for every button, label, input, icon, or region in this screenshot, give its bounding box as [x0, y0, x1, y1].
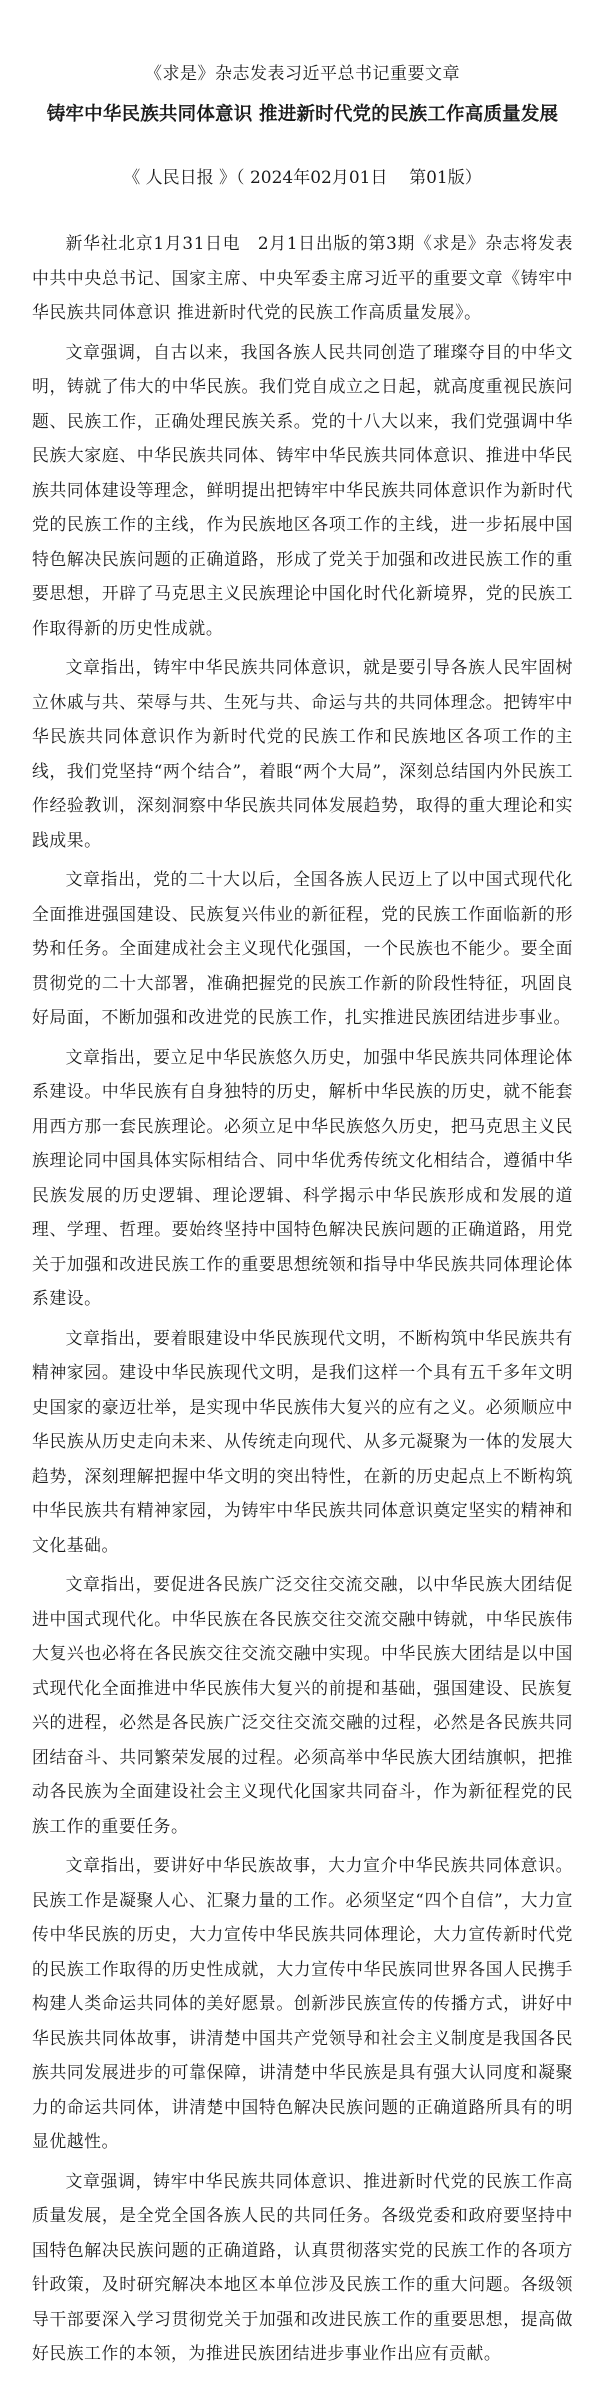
- article-paragraph: 文章指出，党的二十大以后，全国各族人民迈上了以中国式现代化全面推进强国建设、民族复兴伟业的新征程，党的民族工作面临新的形势和任务。全面建成社会主义现代化强国，一个民族也不能少。要全面贯彻党的二十大部署，准确把握党的民族工作新的阶段性特征，巩固良好局面，不断加强和改进党的民族工作，扎实推进民族团结进步事业。: [32, 869, 573, 1027]
- article-paragraph: 文章强调，自古以来，我国各族人民共同创造了璀璨夺目的中华文明，铸就了伟大的中华民族。我们党自成立之日起，就高度重视民族问题、民族工作，正确处理民族关系。党的十八大以来，我们党强调中华民族大家庭、中华民族共同体、铸牢中华民族共同体意识、推进中华民族共同体建设等理念，鲜明提出把铸牢中华民族共同体意识作为新时代党的民族工作的主线，作为民族地区各项工作的主线，进一步拓展中国特色解决民族问题的正确道路，形成了党关于加强和改进民族工作的重要思想，开辟了马克思主义民族理论中国化时代化新境界，党的民族工作取得新的历史性成就。: [32, 341, 573, 638]
- article-paragraph: 文章指出，要着眼建设中华民族现代文明，不断构筑中华民族共有精神家园。建设中华民族现代文明，是我们这样一个具有五千多年文明史国家的豪迈壮举，是实现中华民族伟大复兴的应有之义。必须顺应中华民族从历史走向未来、从传统走向现代、从多元凝聚为一体的发展大趋势，深刻理解把握中华文明的突出特性，在新的历史起点上不断构筑中华民族共有精神家园，为铸牢中华民族共同体意识奠定坚实的精神和文化基础。: [32, 1327, 573, 1555]
- article-paragraph: 文章强调，铸牢中华民族共同体意识、推进新时代党的民族工作高质量发展，是全党全国各族人民的共同任务。各级党委和政府要坚持中国特色解决民族问题的正确道路，认真贯彻落实党的民族工作的各项方针政策，及时研究解决本地区本单位涉及民族工作的重大问题。各级领导干部要深入学习贯彻党关于加强和改进民族工作的重要思想，提高做好民族工作的本领，为推进民族团结进步事业作出应有贡献。: [32, 2170, 573, 2363]
- article-subtitle: 《求是》杂志发表习近平总书记重要文章: [145, 64, 460, 84]
- article-paragraph: 文章指出，要讲好中华民族故事，大力宣介中华民族共同体意识。民族工作是凝聚人心、汇聚力量的工作。必须坚定“四个自信”，大力宣传中华民族的历史，大力宣传中华民族共同体理论，大力宣传新时代党的民族工作取得的历史性成就，大力宣传中华民族同世界各国人民携手构建人类命运共同体的美好愿景。创新涉民族宣传的传播方式，讲好中华民族共同体故事，讲清楚中国共产党领导和社会主义制度是我国各民族共同发展进步的可靠保障，讲清楚中华民族是具有强大认同度和凝聚力的命运共同体，讲清楚中国特色解决民族问题的正确道路所具有的明显优越性。: [32, 1855, 573, 2151]
- article-paragraph: 文章指出，铸牢中华民族共同体意识，就是要引导各族人民牢固树立休戚与共、荣辱与共、生死与共、命运与共的共同体理念。把铸牢中华民族共同体意识作为新时代党的民族工作和民族地区各项工作的主线，我们党坚持“两个结合”，着眼“两个大局”，深刻总结国内外民族工作经验教训，深刻洞察中华民族共同体发展趋势，取得的重大理论和实践成果。: [32, 657, 573, 850]
- article-paragraph: 文章指出，要立足中华民族悠久历史，加强中华民族共同体理论体系建设。中华民族有自身独特的历史，解析中华民族的历史，就不能套用西方那一套民族理论。必须立足中华民族悠久历史，把马克思主义民族理论同中国具体实际相结合、同中华优秀传统文化相结合，遵循中华民族发展的历史逻辑、理论逻辑、科学揭示中华民族形成和发展的道理、学理、哲理。要始终坚持中国特色解决民族问题的正确道路，用党关于加强和改进民族工作的重要思想统领和指导中华民族共同体理论体系建设。: [32, 1046, 573, 1308]
- article-paragraph: 文章指出，要促进各民族广泛交往交流交融，以中华民族大团结促进中国式现代化。中华民族在各民族交往交流交融中铸就，中华民族伟大复兴也必将在各民族交往交流交融中实现。中华民族大团结是以中国式现代化全面推进中华民族伟大复兴的前提和基础，强国建设、民族复兴的进程，必然是各民族广泛交往交流交融的过程，必然是各民族共同团结奋斗、共同繁荣发展的过程。必须高举中华民族大团结旗帜，把推动各民族为全面建设社会主义现代化国家共同奋斗，作为新征程党的民族工作的重要任务。: [32, 1574, 573, 1836]
- article-paragraph: 新华社北京1月31日电 2月1日出版的第3期《求是》杂志将发表中共中央总书记、国家主席、中央军委主席习近平的重要文章《铸牢中华民族共同体意识 推进新时代党的民族工作高质量发展》。: [32, 233, 573, 322]
- article-body: [32, 226, 573, 2371]
- article-source: 《 人民日报 》（ 2024年02月01日 第01版）: [123, 168, 482, 188]
- article-headline: 铸牢中华民族共同体意识 推进新时代党的民族工作高质量发展: [46, 104, 559, 125]
